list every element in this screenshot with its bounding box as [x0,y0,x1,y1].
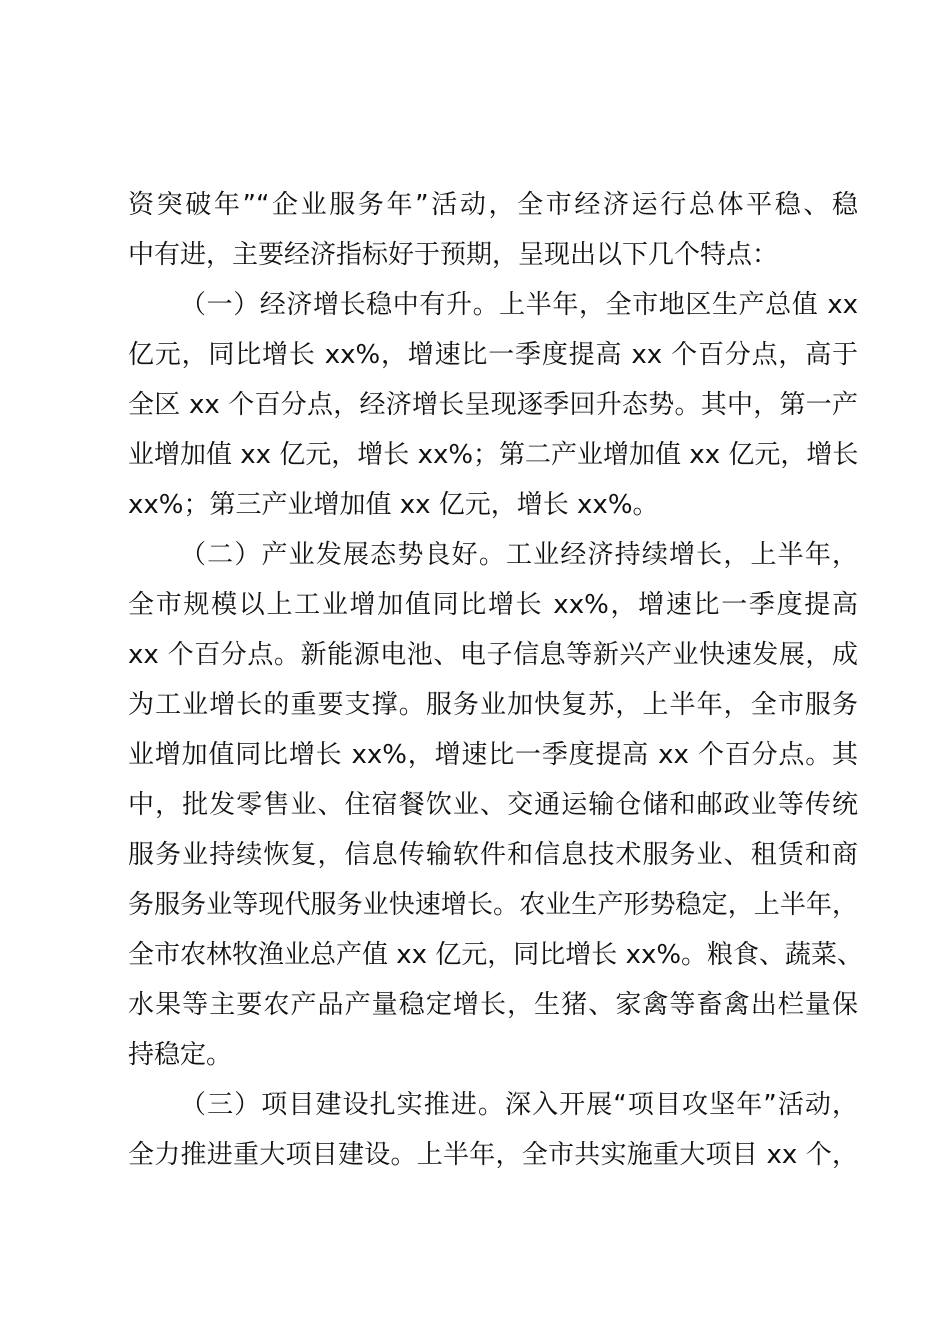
text-line: xx%；第三产业增加值 xx 亿元，增长 xx%。 [128,490,659,520]
text-line: 业增加值 xx 亿元，增长 xx%；第二产业增加值 xx 亿元，增长 [128,440,859,470]
text-line: xx 个百分点。新能源电池、电子信息等新兴产业快速发展，成 [128,640,858,670]
text-line: 为工业增长的重要支撑。服务业加快复苏，上半年，全市服务 [128,690,858,720]
text-line: 中有进，主要经济指标好于预期，呈现出以下几个特点： [128,240,779,270]
text-line: （一）经济增长稳中有升。上半年，全市地区生产总值 xx [180,290,858,320]
text-line: 全市规模以上工业增加值同比增长 xx%，增速比一季度提高 [128,590,858,620]
paragraph-intro [128,180,858,280]
text-line: 全区 xx 个百分点，经济增长呈现逐季回升态势。其中，第一产 [128,390,858,420]
text-line: 亿元，同比增长 xx%，增速比一季度提高 xx 个百分点，高于 [128,340,858,370]
paragraph-2 [128,530,864,1080]
text-line: 水果等主要农产品产量稳定增长，生猪、家禽等畜禽出栏量保 [128,990,858,1020]
text-line: （三）项目建设扎实推进。深入开展“项目攻坚年”活动， [180,1090,858,1120]
text-line: 服务业持续恢复，信息传输软件和信息技术服务业、租赁和商 [128,840,858,870]
text-line: （二）产业发展态势良好。工业经济持续增长，上半年， [180,540,858,570]
paragraph-3 [128,1080,858,1180]
text-line: 务服务业等现代服务业快速增长。农业生产形势稳定，上半年， [128,890,858,920]
document-body [128,180,864,1180]
text-line: 资突破年”“企业服务年”活动，全市经济运行总体平稳、稳 [128,190,858,220]
text-line: 全市农林牧渔业总产值 xx 亿元，同比增长 xx%。粮食、蔬菜、 [128,940,864,970]
paragraph-1 [128,280,858,530]
text-line: 中，批发零售业、住宿餐饮业、交通运输仓储和邮政业等传统 [128,790,858,820]
text-line: 持稳定。 [128,1040,233,1070]
text-line: 业增加值同比增长 xx%，增速比一季度提高 xx 个百分点。其 [128,740,858,770]
text-line: 全力推进重大项目建设。上半年，全市共实施重大项目 xx 个， [128,1140,858,1170]
